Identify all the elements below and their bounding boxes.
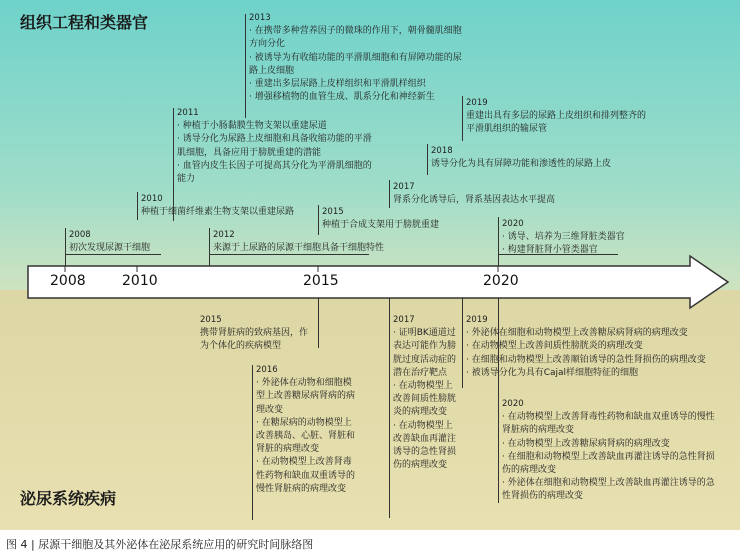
event-line: · 在动物模型上改善间质性膀胱炎的病理改变 — [466, 341, 643, 352]
connector-2008 — [65, 228, 66, 266]
event-line: 种植于合成支架用于膀胱重建 — [322, 220, 440, 231]
bottom-section-title: 泌尿系统疾病 — [20, 489, 117, 508]
event-2019-top — [466, 97, 646, 137]
event-line: 来源于上尿路的尿源干细胞具备干细胞特性 — [213, 243, 385, 254]
event-2011 — [177, 107, 372, 186]
event-line: · 在动物模型上改善缺血再灌注诱导的急性肾损伤的病理改变 — [393, 420, 457, 471]
event-year: 2015 — [322, 207, 344, 217]
event-year: 2012 — [213, 230, 235, 240]
event-2015-bottom — [200, 314, 314, 354]
event-line: · 外泌体在细胞和动物模型上改善缺血再灌注诱导的急性肾损伤的病理改变 — [502, 478, 715, 502]
event-2013 — [249, 12, 469, 104]
event-line: 携带肾脏病的致病基因，作为个体化的疾病模型 — [200, 328, 309, 352]
event-2010 — [141, 193, 321, 219]
connector-2017-bottom — [389, 298, 390, 518]
axis-year-2010: 2010 — [122, 273, 158, 289]
event-line: · 在细胞和动物模型上改善缺血再灌注诱导的急性肾损伤的病理改变 — [502, 451, 715, 476]
event-2020-top — [502, 218, 652, 258]
event-line: 初次发现尿源干细胞 — [69, 243, 151, 254]
event-line: · 被诱导为有收缩功能的平滑肌细胞和有屏障功能的尿路上皮细胞 — [249, 52, 462, 76]
event-year: 2016 — [256, 365, 278, 375]
event-line: · 外泌体在动物和细胞模型上改善糖尿病肾病的病理改变 — [256, 378, 356, 415]
event-line: · 增强移植物的血管生成、肌系分化和神经新生 — [249, 92, 435, 103]
event-year: 2019 — [466, 98, 488, 108]
event-line: · 外泌体在细胞和动物模型上改善糖尿病肾病的病理改变 — [466, 328, 688, 339]
event-2008 — [69, 229, 179, 255]
event-line: · 在动物模型上改善间质性膀胱炎的病理改变 — [393, 381, 457, 418]
connector-2010 — [137, 192, 138, 220]
connector-2013 — [245, 14, 246, 118]
event-line: · 重建出多层尿路上皮样组织和平滑肌样组织 — [249, 79, 426, 90]
axis-year-2008: 2008 — [50, 273, 86, 289]
event-line: · 诱导、培养为三维肾脏类器官 — [502, 232, 625, 243]
event-line: · 在糖尿病的动物模型上改善胰岛、心脏、肾脏和肾脏的病理改变 — [256, 417, 356, 455]
axis-year-2020: 2020 — [483, 273, 519, 289]
event-line: 诱导分化为具有屏障功能和渗透性的尿路上皮 — [431, 159, 612, 170]
event-2020-bottom — [502, 398, 717, 504]
connector-2017-top — [389, 180, 390, 208]
event-line: · 在动物模型上改善肾毒性药物和缺血双重诱导的慢性肾脏病的病理改变 — [502, 412, 715, 436]
connector-2018 — [427, 144, 428, 175]
event-year: 2011 — [177, 108, 199, 118]
event-year: 2020 — [502, 399, 524, 409]
event-2017-top — [393, 181, 623, 207]
event-year: 2008 — [69, 230, 91, 240]
event-line: · 在携带多种营养因子的微珠的作用下，朝骨髓肌细胞方向分化 — [249, 26, 462, 50]
event-year: 2015 — [200, 315, 222, 325]
event-year: 2019 — [466, 315, 488, 325]
event-year: 2018 — [431, 146, 453, 156]
event-line: · 在动物模型上改善糖尿病肾病的病理改变 — [502, 438, 670, 449]
event-line: · 被诱导分化为具有Cajal样细胞特征的细胞 — [466, 367, 639, 378]
event-line: · 证明BK通道过表达可能作为膀胱过度活动症的潜在治疗靶点 — [393, 328, 457, 378]
event-line: · 构建肾脏肾小管类器官 — [502, 245, 598, 256]
event-2017-bottom — [393, 314, 459, 472]
event-line: 种植于细菌纤维素生物支架以重建尿路 — [141, 207, 295, 218]
event-year: 2017 — [393, 315, 415, 325]
event-2019-bottom — [466, 314, 716, 380]
figure-caption: 图 4 | 尿源干细胞及其外泌体在泌尿系统应用的研究时间脉络图 — [6, 538, 314, 551]
connector-2012 — [209, 228, 210, 266]
event-line: · 种植于小肠黏膜生物支架以重建尿道 — [177, 121, 327, 132]
event-2016 — [256, 364, 356, 496]
event-2018 — [431, 145, 661, 171]
event-year: 2013 — [249, 13, 271, 23]
event-line: · 诱导分化为尿路上皮细胞和具备收缩功能的平滑肌细胞，具备应用于膀胱重建的潜能 — [177, 134, 372, 158]
connector-2015-bottom — [318, 298, 319, 348]
axis-year-2015: 2015 — [303, 273, 339, 289]
event-line: 重建出具有多层的尿路上皮组织和排列整齐的平滑肌组织的输尿管 — [466, 111, 647, 135]
event-line: · 在动物模型上改善肾毒性药物和缺血双重诱导的慢性肾脏病的病理改变 — [256, 457, 356, 494]
event-year: 2010 — [141, 194, 163, 204]
connector-2020-top — [498, 217, 499, 266]
event-2012 — [213, 229, 403, 255]
event-year: 2020 — [502, 219, 524, 229]
event-line: · 在细胞和动物模型上改善顺铂诱导的急性肾损伤的病理改变 — [466, 354, 706, 365]
connector-2019-bottom — [462, 298, 463, 388]
event-year: 2017 — [393, 182, 415, 192]
event-line: · 血管内皮生长因子可提高其分化为平滑肌细胞的能力 — [177, 160, 372, 185]
top-section-title: 组织工程和类器官 — [20, 13, 149, 32]
event-line: 肾系分化诱导后，肾系基因表达水平提高 — [393, 195, 556, 206]
connector-2016 — [252, 365, 253, 520]
